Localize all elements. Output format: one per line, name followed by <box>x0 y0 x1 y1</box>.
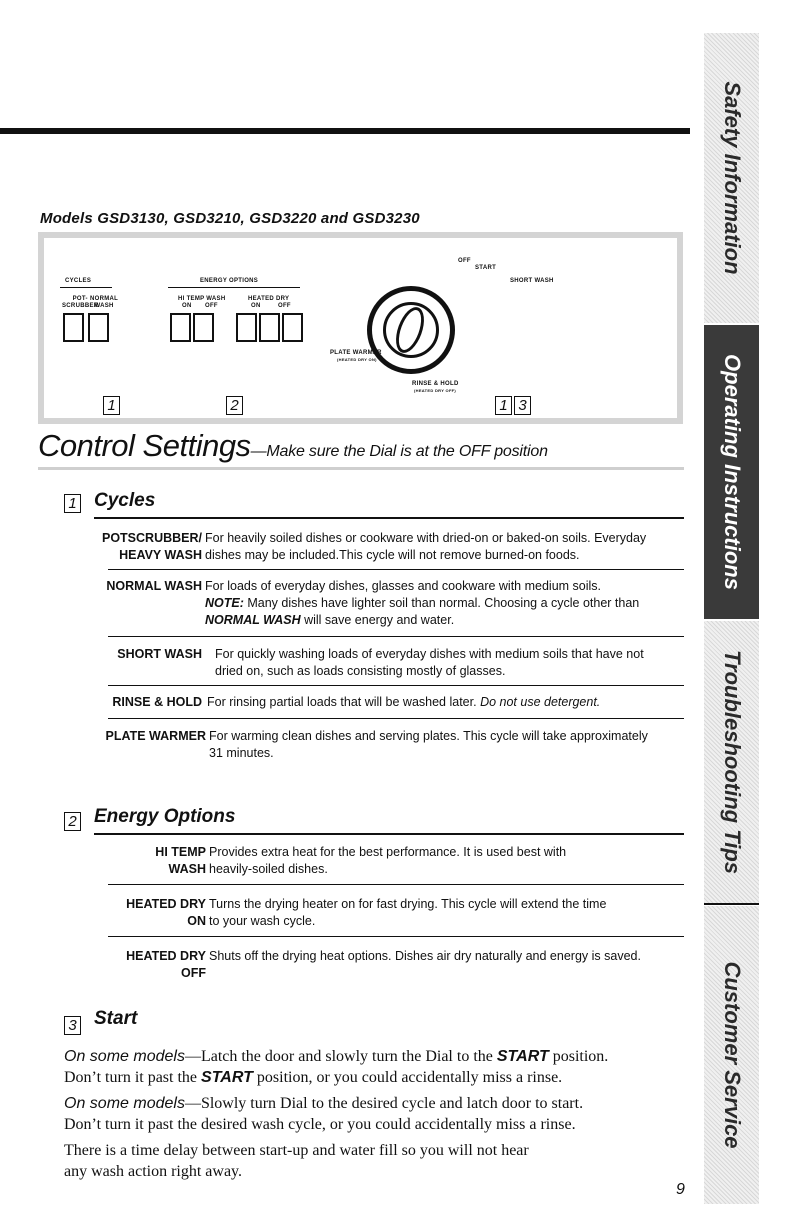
dial-short-wash-label: SHORT WASH <box>510 278 554 284</box>
desc-plate-warmer-line2: 31 minutes. <box>209 746 274 760</box>
normal-wash-button[interactable] <box>88 313 109 342</box>
control-settings-main: Control Settings <box>38 428 251 463</box>
term-heated-dry-off-line1: HEATED DRY <box>126 949 206 963</box>
hitemp-off-label: OFF <box>205 303 218 309</box>
callout-1-dial: 1 <box>495 396 512 415</box>
p1-start-bold: START <box>496 1048 549 1065</box>
desc-short-wash-line2: dried on, such as loads consisting mostly of glasses. <box>215 664 506 678</box>
term-potscrubber-line1: POTSCRUBBER/ <box>101 531 202 545</box>
desc-heated-dry-on-line2: to your wash cycle. <box>209 914 316 928</box>
p3-line2: any wash action right away. <box>64 1163 243 1180</box>
desc-potscrubber <box>205 530 685 564</box>
hitemp-on-label: ON <box>182 303 192 309</box>
control-settings-title <box>38 428 548 464</box>
heated-on-label: ON <box>251 303 261 309</box>
desc-potscrubber-line2: dishes may be included.This cycle will not remove burned-on foods. <box>205 548 580 562</box>
term-hi-temp-line2: WASH <box>168 862 206 876</box>
p1-text-c: position. <box>548 1048 609 1065</box>
term-potscrubber <box>94 530 202 564</box>
row-rule <box>108 884 684 885</box>
desc-heated-dry-off: Shuts off the drying heat options. Dishes air dry naturally and energy is saved. <box>209 949 641 963</box>
page-number: 9 <box>676 1181 685 1198</box>
desc-normal-wash-line1: For loads of everyday dishes, glasses and cookware with medium soils. <box>205 579 602 593</box>
term-hi-temp-line1: HI TEMP <box>155 845 206 859</box>
p1-line2-start: START <box>201 1069 253 1086</box>
heated-dry-on-button[interactable] <box>236 313 257 342</box>
p2-text-a: —Slowly turn Dial to the desired cycle and latch door to start. <box>184 1095 584 1112</box>
p2-lead: On some models <box>64 1095 185 1112</box>
note-normal-wash: NORMAL WASH <box>205 613 301 627</box>
desc-rinse-hold <box>207 694 685 711</box>
term-rinse-hold: RINSE & HOLD <box>112 695 202 709</box>
desc-heated-dry-on <box>209 896 685 930</box>
heated-off-label: OFF <box>278 303 291 309</box>
row-rule <box>108 936 684 937</box>
dial-plate-warmer-label: PLATE WARMER <box>330 350 382 356</box>
heated-dry-label: HEATED DRY <box>248 296 290 302</box>
cycles-heading: Cycles <box>94 490 156 511</box>
tab-troubleshooting-tips[interactable] <box>704 621 759 903</box>
control-settings-subtitle: —Make sure the Dial is at the OFF position <box>250 443 548 460</box>
note-text: Many dishes have lighter soil than normal. Choosing a cycle other than <box>243 596 640 610</box>
desc-rinse-hold-italic: Do not use detergent. <box>480 695 601 709</box>
term-plate-warmer: PLATE WARMER <box>105 729 206 743</box>
energy-rule <box>94 833 684 835</box>
desc-heated-dry-on-line1: Turns the drying heater on for fast drying. This cycle will extend the time <box>209 897 607 911</box>
dial-rinse-hold-sub: (HEATED DRY OFF) <box>414 388 457 393</box>
p1-text-a: —Latch the door and slowly turn the Dial to the <box>184 1048 497 1065</box>
term-normal-wash: NORMAL WASH <box>106 579 202 593</box>
tab-safety-information[interactable] <box>704 33 759 323</box>
desc-hi-temp-line2: heavily-soiled dishes. <box>209 862 328 876</box>
hitemp-wash-label: HI TEMP WASH <box>178 296 226 302</box>
dial-plate-warmer-sub: (HEATED DRY ON) <box>337 357 377 362</box>
row-rule <box>108 718 684 719</box>
hitemp-off-button[interactable] <box>193 313 214 342</box>
top-rule <box>0 128 690 134</box>
term-hi-temp-wash <box>94 844 206 878</box>
models-title: Models GSD3130, GSD3210, GSD3220 and GSD3230 <box>40 210 420 227</box>
cycles-underline <box>60 287 112 288</box>
desc-plate-warmer <box>209 728 685 762</box>
tab-customer-service[interactable] <box>704 906 759 1204</box>
desc-normal-wash <box>205 578 685 629</box>
p1-line2-a: Don’t turn it past the <box>64 1069 202 1086</box>
term-heated-dry-off <box>94 948 206 982</box>
normal-wash-label: NORMAL WASH <box>90 296 119 309</box>
cycles-callout: 1 <box>64 494 81 513</box>
term-potscrubber-line2: HEAVY WASH <box>119 548 202 562</box>
start-paragraph-1 <box>64 1046 684 1088</box>
row-rule <box>108 636 684 637</box>
title-divider <box>38 467 684 470</box>
tab-divider <box>704 903 759 905</box>
term-short-wash: SHORT WASH <box>117 647 202 661</box>
extra-option-button[interactable] <box>282 313 303 342</box>
tab-safety-label: Safety Information <box>719 81 745 275</box>
term-heated-dry-on-line2: ON <box>187 914 206 928</box>
desc-plate-warmer-line1: For warming clean dishes and serving plates. This cycle will take approximately <box>209 729 648 743</box>
tab-customer-label: Customer Service <box>719 961 745 1149</box>
potscrubber-button[interactable] <box>63 313 84 342</box>
desc-rinse-hold-text: For rinsing partial loads that will be washed later. <box>207 695 481 709</box>
start-paragraph-2 <box>64 1093 684 1135</box>
start-callout: 3 <box>64 1016 81 1035</box>
potscrubber-label: POT- SCRUBBER <box>62 296 99 309</box>
control-panel-illustration <box>38 232 683 424</box>
start-paragraph-3 <box>64 1140 684 1182</box>
start-heading: Start <box>94 1008 138 1029</box>
cycles-header: CYCLES <box>65 278 92 284</box>
term-heated-dry-on <box>94 896 206 930</box>
dial-off-label: OFF <box>458 258 471 264</box>
p1-lead: On some models <box>64 1048 185 1065</box>
energy-heading: Energy Options <box>94 806 236 827</box>
row-rule <box>108 685 684 686</box>
tab-troubleshooting-label: Troubleshooting Tips <box>719 649 745 875</box>
heated-dry-off-button[interactable] <box>259 313 280 342</box>
tab-operating-instructions[interactable] <box>704 325 759 619</box>
note-label: NOTE: <box>205 596 244 610</box>
energy-underline <box>168 287 300 288</box>
desc-hi-temp-wash <box>209 844 685 878</box>
desc-potscrubber-line1: For heavily soiled dishes or cookware with dried-on or baked-on soils. Everyday <box>205 531 647 545</box>
callout-1: 1 <box>103 396 120 415</box>
p1-line2-c: position, or you could accidentally miss a rinse. <box>252 1069 563 1086</box>
hitemp-on-button[interactable] <box>170 313 191 342</box>
desc-hi-temp-line1: Provides extra heat for the best performance. It is used best with <box>209 845 567 859</box>
callout-3-dial: 3 <box>514 396 531 415</box>
tab-operating-label: Operating Instructions <box>719 354 745 590</box>
cycles-rule <box>94 517 684 519</box>
dial-start-label: START <box>475 265 497 271</box>
row-rule <box>108 569 684 570</box>
note-text-2: will save energy and water. <box>300 613 455 627</box>
desc-short-wash-line1: For quickly washing loads of everyday dishes with medium soils that have not <box>215 647 644 661</box>
energy-callout: 2 <box>64 812 81 831</box>
callout-2: 2 <box>226 396 243 415</box>
p3-line1: There is a time delay between start-up and water fill so you will not hear <box>64 1142 529 1159</box>
desc-short-wash <box>215 646 685 680</box>
term-heated-dry-on-line1: HEATED DRY <box>126 897 206 911</box>
section-tabs <box>704 33 759 1215</box>
p2-line2: Don’t turn it past the desired wash cycle, or you could accidentally miss a rinse. <box>64 1116 576 1133</box>
dial-rinse-hold-label: RINSE & HOLD <box>412 381 459 387</box>
term-heated-dry-off-line2: OFF <box>181 966 206 980</box>
energy-options-header: ENERGY OPTIONS <box>200 278 259 284</box>
